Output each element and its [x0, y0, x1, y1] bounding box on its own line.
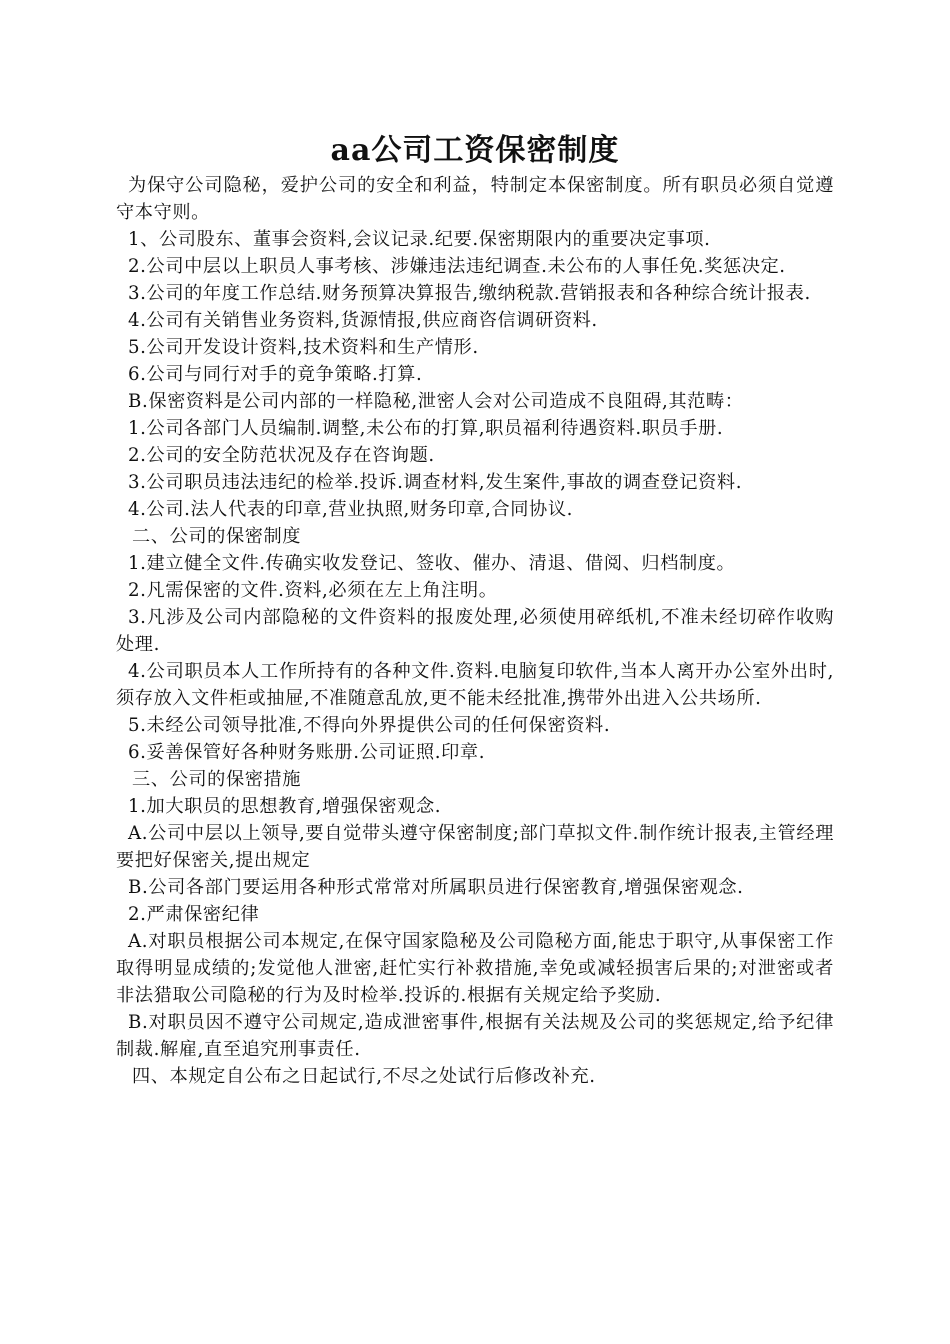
paragraph: 1.公司各部门人员编制.调整,未公布的打算,职员福利待遇资料.职员手册. — [128, 418, 724, 439]
section-heading: 二、公司的保密制度 — [132, 526, 302, 547]
paragraph: 3.公司职员违法违纪的检举.投诉.调查材料,发生案件,事故的调查登记资料. — [128, 472, 743, 493]
document-body — [116, 172, 834, 1090]
paragraph: 2.公司的安全防范状况及存在咨询题. — [128, 445, 435, 466]
paragraph: 6.公司与同行对手的竟争策略.打算. — [128, 364, 423, 385]
paragraph: 1.加大职员的思想教育,增强保密观念. — [128, 796, 442, 817]
paragraph: 3.公司的年度工作总结.财务预算决算报告,缴纳税款.营销报表和各种综合统计报表. — [128, 283, 811, 304]
paragraph: 1.建立健全文件.传确实收发登记、签收、催办、清退、借阅、归档制度。 — [128, 553, 736, 574]
document-title: aa公司工资保密制度 — [330, 133, 620, 168]
paragraph: A.对职员根据公司本规定,在保守国家隐秘及公司隐秘方面,能忠于职守,从事保密工作取得明显成绩的;发觉他人泄密,赶忙实行补救措施,幸免或减轻损害后果的;对泄密或者非法猎取公司隐秘的行为及时检举.投诉的.根据有关规定给予奖励. — [116, 931, 834, 1006]
paragraph: 为保守公司隐秘，爱护公司的安全和利益，特制定本保密制度。所有职员必须自觉遵守本守则。 — [116, 175, 834, 223]
paragraph: B.公司各部门要运用各种形式常常对所属职员进行保密教育,增强保密观念. — [128, 877, 744, 898]
paragraph: 2.公司中层以上职员人事考核、涉嫌违法违纪调查.未公布的人事任免.奖惩决定. — [128, 256, 786, 277]
paragraph: A.公司中层以上领导,要自觉带头遵守保密制度;部门草拟文件.制作统计报表,主管经理要把好保密关,提出规定 — [116, 823, 834, 871]
paragraph: 4.公司有关销售业务资料,货源情报,供应商咨信调研资料. — [128, 310, 598, 331]
section-heading: 三、公司的保密措施 — [132, 769, 302, 790]
paragraph: 2.凡需保密的文件.资料,必须在左上角注明。 — [128, 580, 498, 601]
paragraph: B.保密资料是公司内部的一样隐秘,泄密人会对公司造成不良阻碍,其范畴： — [128, 391, 744, 412]
paragraph: 6.妥善保管好各种财务账册.公司证照.印章. — [128, 742, 486, 763]
paragraph: 5.未经公司领导批准,不得向外界提供公司的任何保密资料. — [128, 715, 611, 736]
paragraph: 4.公司.法人代表的印章,营业执照,财务印章,合同协议. — [128, 499, 573, 520]
paragraph: B.对职员因不遵守公司规定,造成泄密事件,根据有关法规及公司的奖惩规定,给予纪律制裁.解雇,直至追究刑事责任. — [116, 1012, 834, 1060]
paragraph: 2.严肃保密纪律 — [128, 904, 260, 925]
paragraph: 1、公司股东、董事会资料,会议记录.纪要.保密期限内的重要决定事项. — [128, 229, 711, 250]
paragraph: 5.公司开发设计资料,技术资料和生产情形. — [128, 337, 479, 358]
paragraph: 3.凡涉及公司内部隐秘的文件资料的报废处理,必须使用碎纸机,不准未经切碎作收购处理. — [116, 607, 834, 655]
section-heading: 四、本规定自公布之日起试行,不尽之处试行后修改补充. — [132, 1066, 596, 1087]
paragraph: 4.公司职员本人工作所持有的各种文件.资料.电脑复印软件,当本人离开办公室外出时,须存放入文件柜或抽屉,不准随意乱放,更不能未经批准,携带外出进入公共场所. — [116, 661, 834, 709]
